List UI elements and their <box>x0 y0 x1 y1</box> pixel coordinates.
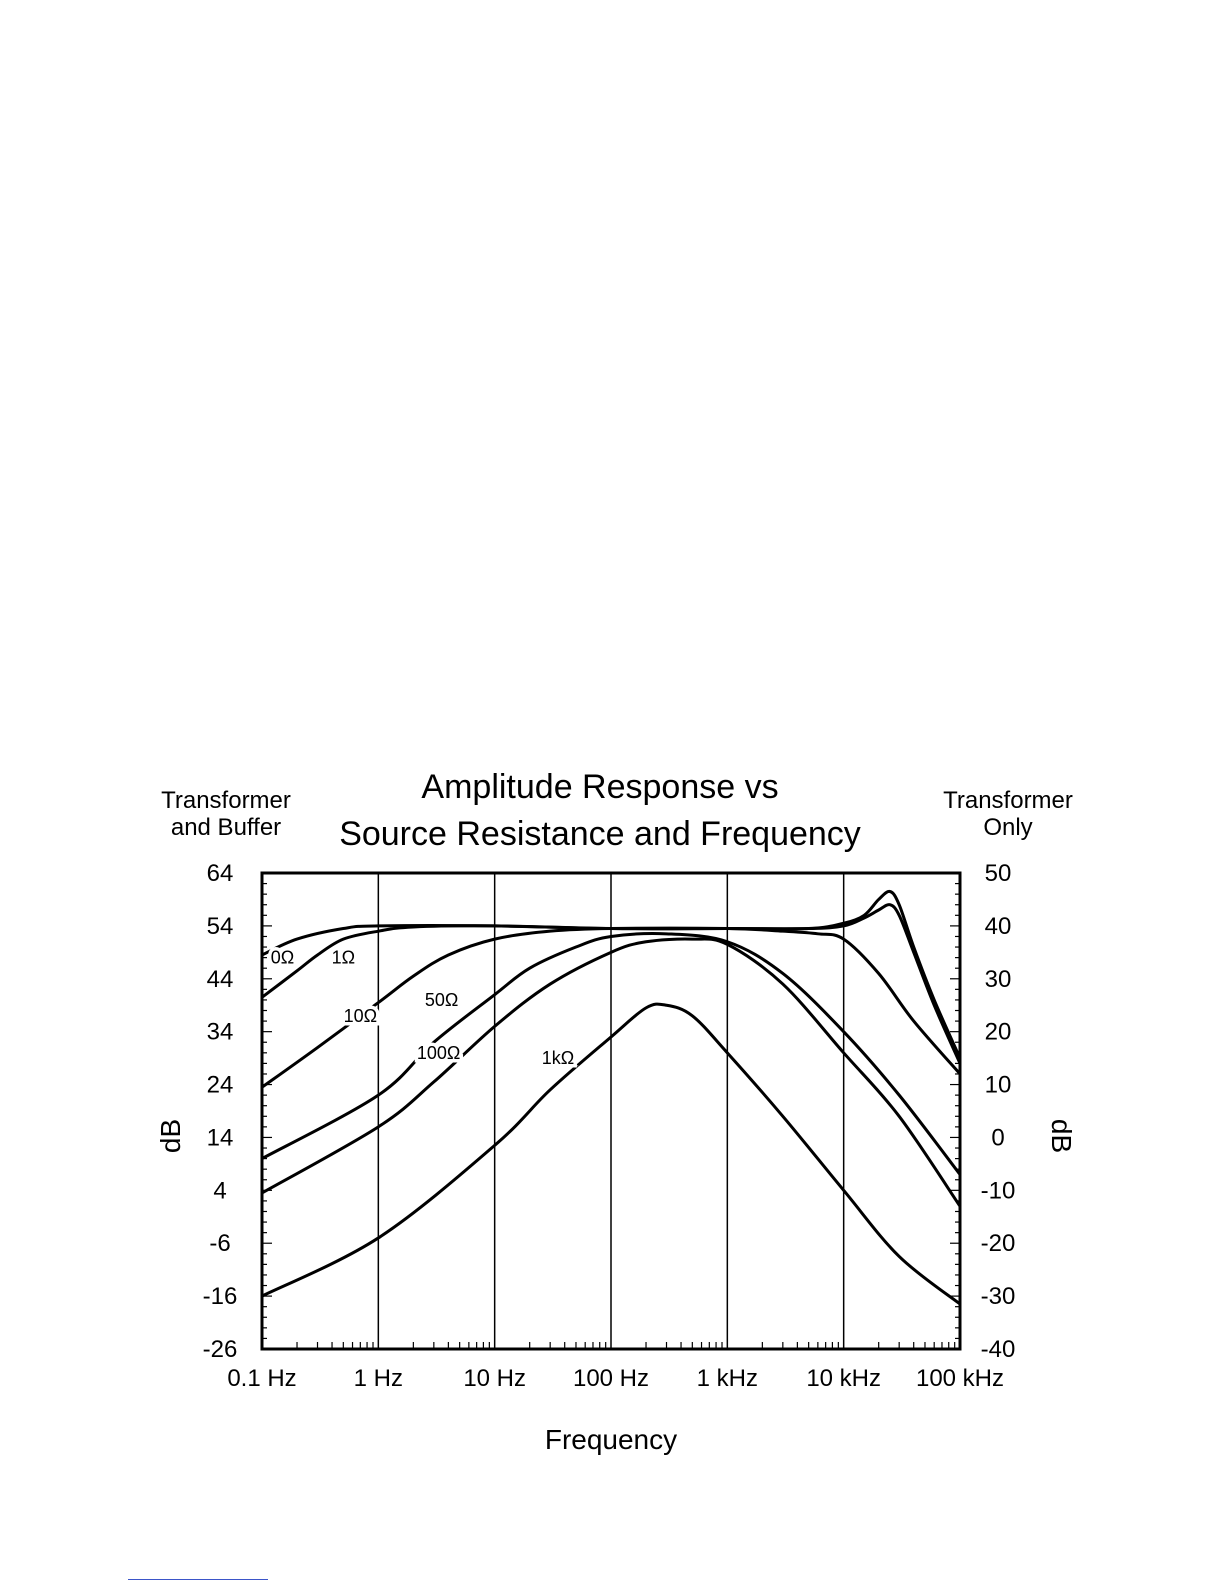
x-tick-label-5: 10 kHz <box>806 1365 882 1392</box>
y-left-tick-label-8: -16 <box>202 1283 238 1311</box>
x-tick-label-6: 100 kHz <box>915 1365 1005 1392</box>
x-tick-labels <box>227 1365 1004 1392</box>
left-axis-caption <box>161 787 291 841</box>
y-left-tick-label-2: 44 <box>206 965 234 993</box>
series-label-5: 1kΩ <box>541 1048 575 1069</box>
y-right-tick-label-1: 40 <box>984 912 1012 940</box>
y-right-tick-label-5: 0 <box>991 1124 1005 1152</box>
series-label-1: 1Ω <box>331 947 356 968</box>
y-axis-title-left: dB <box>155 1118 186 1154</box>
y-left-tick-label-3: 34 <box>206 1018 234 1046</box>
y-right-tick-label-9: -40 <box>980 1336 1016 1363</box>
series-label-3: 50Ω <box>424 989 459 1010</box>
y-right-tick-label-7: -20 <box>980 1230 1016 1258</box>
x-tick-label-0: 0.1 Hz <box>227 1365 297 1392</box>
y-left-tick-label-9: -26 <box>202 1336 238 1363</box>
y-right-tick-label-2: 30 <box>984 965 1012 993</box>
chart-title <box>339 768 861 853</box>
chart-title-line-2: Source Resistance and Frequency <box>339 815 861 853</box>
chart-title-line-1: Amplitude Response vs <box>421 768 779 806</box>
x-axis-title: Frequency <box>544 1424 678 1455</box>
x-tick-label-4: 1 kHz <box>696 1365 759 1392</box>
vertical-gridlines <box>378 873 843 1349</box>
y-right-tick-label-8: -30 <box>980 1283 1016 1311</box>
y-right-tick-label-6: -10 <box>980 1177 1016 1205</box>
left-axis-caption-line-2: and Buffer <box>170 814 282 841</box>
y-left-tick-label-6: 4 <box>213 1177 227 1205</box>
x-tick-label-2: 10 Hz <box>463 1365 527 1392</box>
footer-link-underline <box>128 1579 268 1580</box>
y-right-tick-label-4: 10 <box>984 1071 1012 1099</box>
y-left-tick-label-7: -6 <box>209 1230 231 1258</box>
right-axis-caption-line-1: Transformer <box>943 787 1073 814</box>
y-left-tick-label-5: 14 <box>206 1124 234 1152</box>
y-left-tick-label-0: 64 <box>206 860 234 887</box>
y-axis-title-right: dB <box>1046 1118 1077 1154</box>
left-axis-caption-line-1: Transformer <box>161 787 291 814</box>
series-label-2: 10Ω <box>343 1005 378 1026</box>
y-right-tick-labels <box>981 860 1016 1363</box>
right-axis-caption <box>943 787 1073 841</box>
y-left-tick-label-4: 24 <box>206 1071 234 1099</box>
x-tick-label-1: 1 Hz <box>353 1365 404 1392</box>
series-label-4: 100Ω <box>416 1042 461 1063</box>
y-left-tick-labels <box>203 860 238 1363</box>
y-right-tick-label-0: 50 <box>984 860 1012 887</box>
series-label-0: 0Ω <box>270 947 295 968</box>
right-axis-caption-line-2: Only <box>983 814 1033 841</box>
y-right-tick-label-3: 20 <box>984 1018 1012 1046</box>
y-left-tick-label-1: 54 <box>206 912 234 940</box>
x-tick-label-3: 100 Hz <box>572 1365 650 1392</box>
